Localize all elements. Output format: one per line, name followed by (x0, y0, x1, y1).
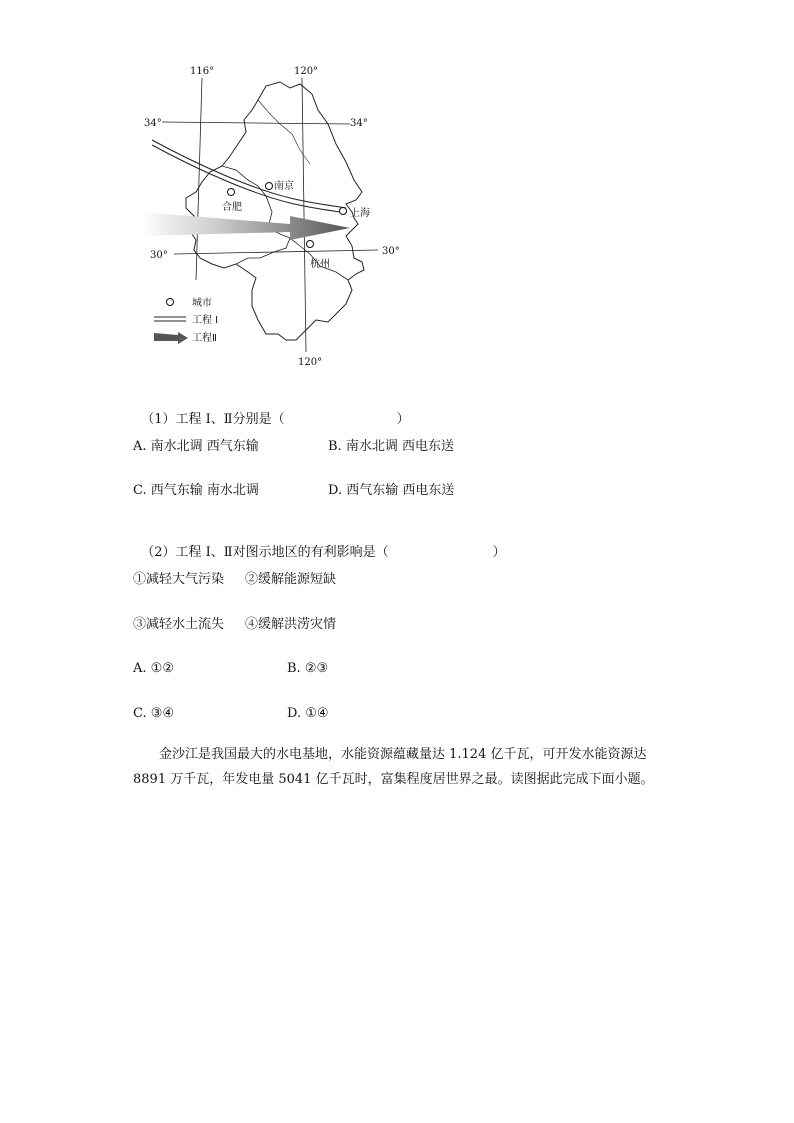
option-text: ①④ (305, 706, 329, 721)
legend-project-2-label: 工程Ⅱ (192, 333, 217, 344)
q2-option-b (287, 660, 328, 678)
map-figure (140, 58, 415, 376)
option-text: ②③ (304, 661, 329, 676)
option-text: ③④ (150, 706, 175, 721)
city-nanjing-label: 南京 (274, 181, 294, 192)
lat-label-34-right: 34° (350, 118, 368, 129)
city-hangzhou-label: 杭州 (310, 259, 330, 270)
q2-stem (133, 526, 506, 562)
option-key: C. (133, 706, 147, 721)
q1-option-c (133, 482, 259, 500)
city-hangzhou-marker (307, 241, 314, 248)
q1-option-b (328, 438, 454, 456)
q1-close-paren: ） (396, 412, 410, 427)
q2-option-d (287, 705, 329, 723)
city-hefei-label: 合肥 (222, 202, 242, 213)
option-text: 南水北调 西气东输 (150, 439, 259, 454)
legend-city-marker (167, 299, 174, 306)
option-key: D. (328, 483, 343, 498)
legend-project-2-arrow (154, 332, 188, 344)
q1-stem-text: （1）工程 I、Ⅱ分别是（ (141, 412, 285, 427)
option-text: 西气东输 西电东送 (346, 483, 455, 498)
lon-label-120-top: 120° (294, 66, 319, 77)
q2-statement-4: ④缓解洪涝灾情 (245, 617, 337, 632)
city-shanghai-label: 上海 (350, 208, 370, 219)
q2-option-a (133, 660, 174, 678)
q1-option-d (328, 482, 454, 500)
city-nanjing-marker (266, 183, 273, 190)
option-key: C. (133, 483, 147, 498)
q2-statement-3: ③减轻水土流失 (133, 617, 225, 632)
q2-statement-1: ①减轻大气污染 (133, 572, 225, 587)
lon-label-116: 116° (190, 66, 215, 77)
city-hefei-marker (228, 189, 235, 196)
option-key: B. (328, 439, 342, 454)
city-shanghai-marker (340, 208, 347, 215)
legend-city-label: 城市 (192, 298, 212, 309)
q2-close-paren: ） (492, 545, 506, 560)
option-text: 西气东输 南水北调 (150, 483, 259, 498)
q1-option-a (133, 438, 259, 456)
option-key: D. (287, 706, 302, 721)
option-text: ①② (150, 661, 174, 676)
map-svg (140, 58, 415, 376)
lat-label-30-left: 30° (150, 250, 168, 261)
q2-stem-text: （2）工程 I、Ⅱ对图示地区的有利影响是（ (141, 545, 389, 560)
q1-stem (133, 393, 410, 429)
option-key: A. (133, 661, 147, 676)
option-text: 南水北调 西电东送 (345, 439, 454, 454)
option-key: B. (287, 661, 301, 676)
region-outline (186, 82, 364, 340)
lat-label-30-right: 30° (382, 246, 400, 257)
lat-label-34-left: 34° (144, 118, 162, 129)
passage-text: 金沙江是我国最大的水电基地，水能资源蕴藏量达 1.124 亿千瓦，可开发水能资源达 8891 万千瓦，年发电量 5041 亿千瓦时，富集程度居世界之最。读图据此完成下面小题。 (133, 747, 654, 787)
q2-statement-2: ②缓解能源短缺 (245, 572, 337, 587)
q2-option-c (133, 705, 174, 723)
legend-project-1-label: 工程 I (192, 315, 219, 326)
option-key: A. (133, 439, 147, 454)
lon-label-120-bottom: 120° (298, 357, 323, 368)
passage (133, 742, 673, 792)
